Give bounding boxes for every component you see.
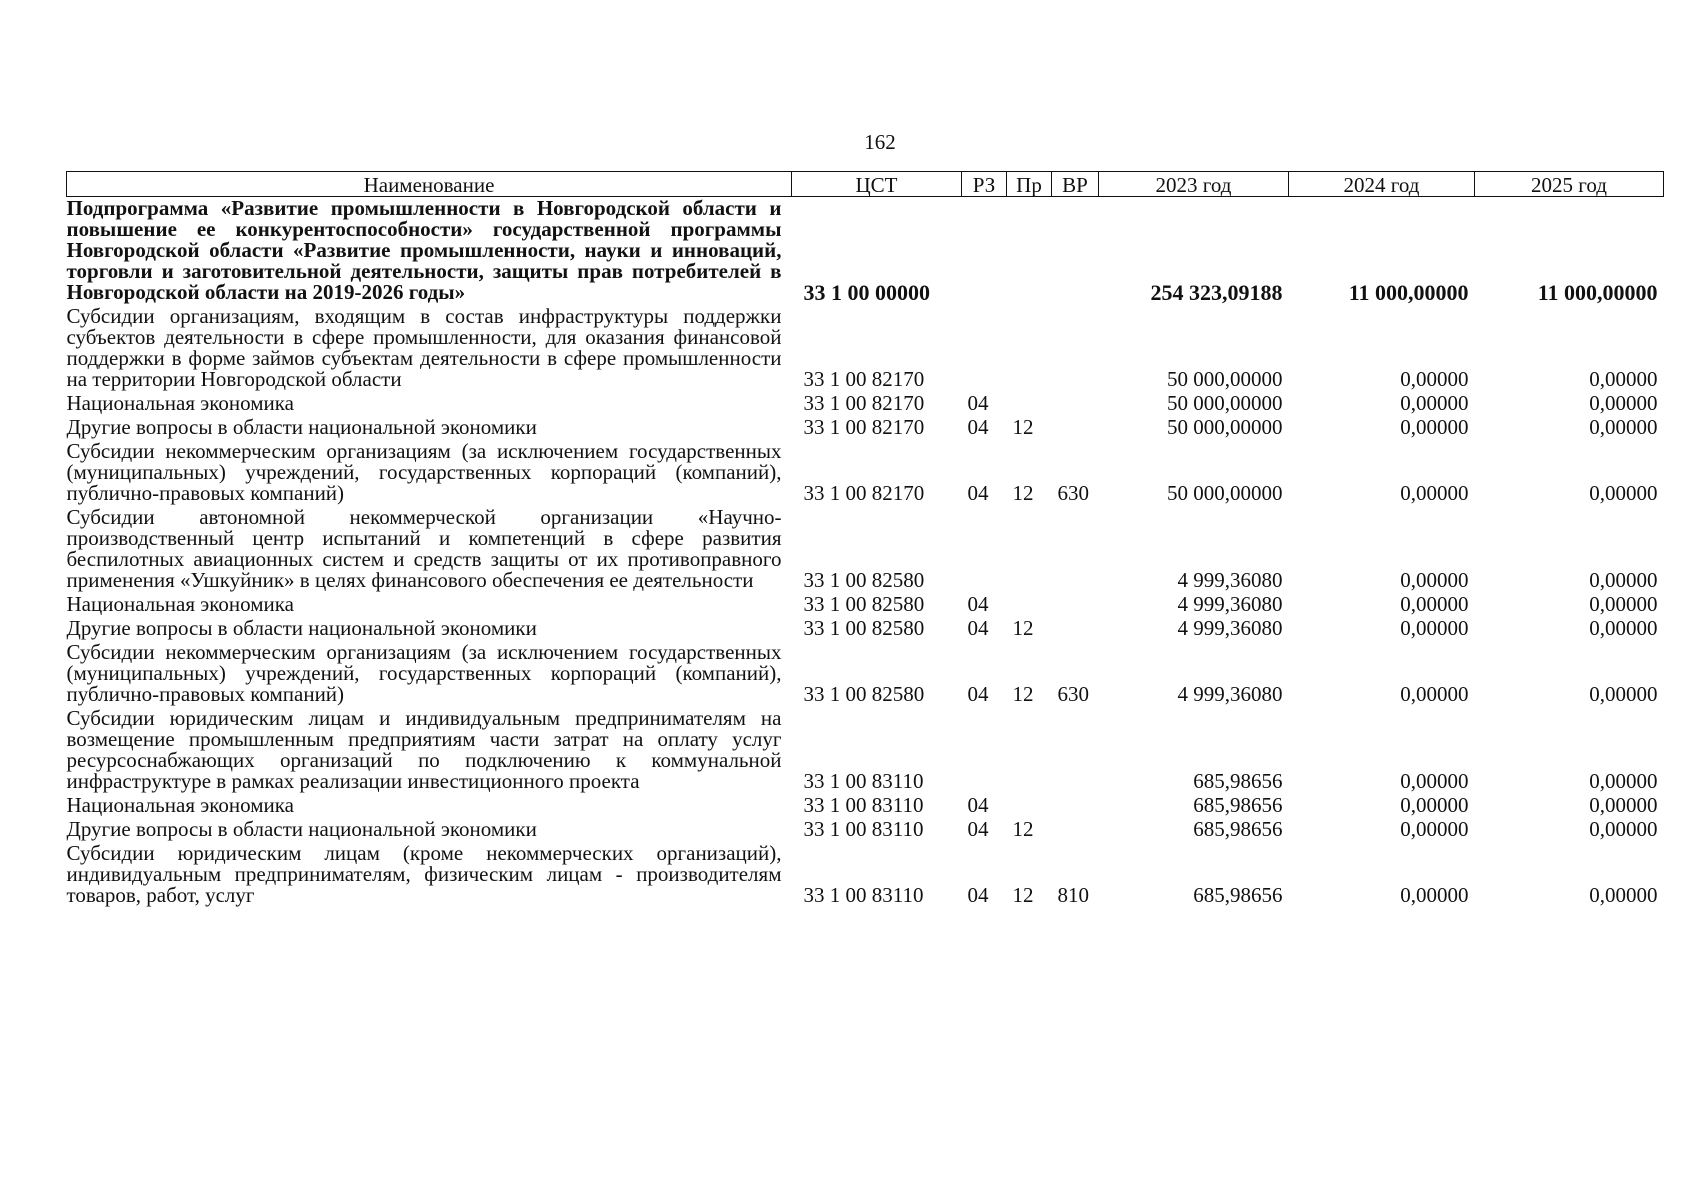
cell-y2023: 4 999,36080 [1177,592,1283,616]
cell-cst: 33 1 00 82170 [803,367,925,391]
cell-name: Субсидии юридическим лицам и индивидуальным предпринимателям на возмещение промышленным предприятиям части затрат на оплату услуг ресурсоснабжающих организаций по подключению к коммунальной инфраструктуре в рамках реализации инвестиционного проекта [66,706,782,793]
cell-cst: 33 1 00 82580 [803,616,925,640]
header-pr: Пр [1007,172,1052,197]
cell-rz: 04 [967,481,989,505]
cell-y2023: 685,98656 [1193,817,1283,841]
cell-y2024: 0,00000 [1400,481,1469,505]
cell-cst: 33 1 00 82580 [803,568,925,592]
table-row [67,392,1664,416]
cell-y2023: 50 000,00000 [1167,415,1283,439]
cell-name: Подпрограмма «Развитие промышленности в Новгородской области и повышение ее конкурентоспособности» государственной программы Новгородской области «Развитие промышленности, науки и инноваций, торговли и заготовительной деятельности, защиты прав потребителей в Новгородской области на 2019-2026 годы» [66,196,782,304]
cell-name: Субсидии юридическим лицам (кроме некоммерческих организаций), индивидуальным предпринимателям, физическим лицам - производителям товаров, работ, услуг [66,841,782,907]
cell-y2024: 0,00000 [1400,793,1469,817]
cell-cst: 33 1 00 82170 [803,481,925,505]
cell-name: Другие вопросы в области национальной экономики [66,415,537,439]
cell-y2023: 254 323,09188 [1150,280,1283,305]
cell-y2025: 0,00000 [1589,769,1658,793]
cell-y2024: 0,00000 [1400,682,1469,706]
cell-y2025: 0,00000 [1589,817,1658,841]
cell-name: Субсидии организациям, входящим в состав инфраструктуры поддержки субъектов деятельности в сфере промышленности, для оказания финансовой поддержки в форме займов субъектам деятельности в сфере промышленности на территории Новгородской области [66,304,782,391]
cell-y2025: 0,00000 [1589,367,1658,391]
header-row [67,172,1664,197]
cell-pr: 12 [1012,817,1034,841]
cell-vr [1052,794,1099,818]
table-row [67,305,1664,392]
cell-rz: 04 [967,793,989,817]
cell-y2024: 0,00000 [1400,592,1469,616]
cell-rz [962,197,1007,306]
cell-name: Субсидии некоммерческим организациям (за исключением государственных (муниципальных) учреждений, государственных корпораций (компаний), публично-правовых компаний) [66,439,782,505]
cell-y2023: 685,98656 [1193,769,1283,793]
cell-name: Субсидии автономной некоммерческой организации «Научно-производственный центр испытаний и компетенций в сфере развития беспилотных авиационных систем и средств защиты от их противоправного применения «Ушкуйник» в целях финансового обеспечения ее деятельности [66,505,782,592]
cell-y2025: 11 000,00000 [1537,280,1658,305]
cell-name: Национальная экономика [66,793,294,817]
cell-y2023: 4 999,36080 [1177,616,1283,640]
cell-name: Другие вопросы в области национальной экономики [66,616,537,640]
cell-cst: 33 1 00 82170 [803,415,925,439]
cell-pr [1007,506,1052,593]
cell-vr: 810 [1057,883,1089,907]
cell-pr: 12 [1012,883,1034,907]
cell-y2024: 0,00000 [1400,883,1469,907]
table-row [67,818,1664,842]
cell-rz: 04 [967,391,989,415]
table-row [67,416,1664,440]
cell-pr [1007,197,1052,306]
cell-rz: 04 [967,592,989,616]
cell-vr [1052,416,1099,440]
cell-y2024: 0,00000 [1400,616,1469,640]
cell-y2023: 50 000,00000 [1167,367,1283,391]
cell-vr [1052,392,1099,416]
cell-y2023: 4 999,36080 [1177,682,1283,706]
cell-pr: 12 [1012,481,1034,505]
table-row [67,506,1664,593]
cell-rz: 04 [967,682,989,706]
cell-rz: 04 [967,616,989,640]
cell-pr [1007,305,1052,392]
table-row [67,440,1664,506]
cell-cst: 33 1 00 82170 [803,391,925,415]
cell-vr [1052,305,1099,392]
cell-name: Национальная экономика [66,592,294,616]
cell-y2025: 0,00000 [1589,682,1658,706]
cell-rz: 04 [967,883,989,907]
cell-y2023: 4 999,36080 [1177,568,1283,592]
table-row [67,641,1664,707]
cell-y2025: 0,00000 [1589,616,1658,640]
cell-y2025: 0,00000 [1589,481,1658,505]
cell-rz [962,506,1007,593]
table-header [67,172,1664,197]
cell-y2023: 50 000,00000 [1167,391,1283,415]
cell-vr: 630 [1057,682,1089,706]
cell-y2024: 0,00000 [1400,415,1469,439]
cell-vr: 630 [1057,481,1089,505]
header-name: Наименование [67,172,792,197]
cell-pr [1007,707,1052,794]
cell-pr: 12 [1012,616,1034,640]
header-rz: РЗ [962,172,1007,197]
table-row [67,593,1664,617]
cell-rz [962,305,1007,392]
cell-y2024: 0,00000 [1400,568,1469,592]
table-body [67,197,1664,909]
cell-cst: 33 1 00 82580 [803,682,925,706]
cell-y2025: 0,00000 [1589,391,1658,415]
page-number: 162 [864,130,896,154]
table-row [67,197,1664,306]
cell-y2025: 0,00000 [1589,592,1658,616]
cell-pr [1007,794,1052,818]
cell-pr: 12 [1012,682,1034,706]
header-vr: ВР [1052,172,1099,197]
header-2024: 2024 год [1289,172,1475,197]
cell-vr [1052,506,1099,593]
cell-pr [1007,593,1052,617]
cell-y2024: 0,00000 [1400,769,1469,793]
cell-rz: 04 [967,817,989,841]
cell-cst: 33 1 00 83110 [803,883,924,907]
cell-y2024: 0,00000 [1400,817,1469,841]
cell-vr [1052,818,1099,842]
cell-y2023: 50 000,00000 [1167,481,1283,505]
table-row [67,707,1664,794]
header-cst: ЦСТ [792,172,962,197]
cell-cst: 33 1 00 83110 [803,769,924,793]
cell-vr [1052,593,1099,617]
cell-pr: 12 [1012,415,1034,439]
table-row [67,842,1664,908]
cell-name: Другие вопросы в области национальной экономики [66,817,537,841]
cell-y2025: 0,00000 [1589,568,1658,592]
cell-cst: 33 1 00 00000 [803,280,930,305]
header-2023: 2023 год [1099,172,1289,197]
cell-vr [1052,707,1099,794]
cell-y2024: 0,00000 [1400,391,1469,415]
cell-rz [962,707,1007,794]
cell-y2025: 0,00000 [1589,415,1658,439]
cell-y2023: 685,98656 [1193,793,1283,817]
cell-y2025: 0,00000 [1589,793,1658,817]
budget-table [66,171,1664,908]
cell-rz: 04 [967,415,989,439]
cell-vr [1052,617,1099,641]
cell-y2024: 0,00000 [1400,367,1469,391]
cell-pr [1007,392,1052,416]
cell-y2023: 685,98656 [1193,883,1283,907]
cell-name: Национальная экономика [66,391,294,415]
cell-name: Субсидии некоммерческим организациям (за исключением государственных (муниципальных) учреждений, государственных корпораций (компаний), публично-правовых компаний) [66,640,782,706]
cell-cst: 33 1 00 82580 [803,592,925,616]
cell-vr [1052,197,1099,306]
cell-cst: 33 1 00 83110 [803,793,924,817]
cell-cst: 33 1 00 83110 [803,817,924,841]
table-row [67,794,1664,818]
table-row [67,617,1664,641]
cell-y2025: 0,00000 [1589,883,1658,907]
cell-y2024: 11 000,00000 [1348,280,1469,305]
header-2025: 2025 год [1475,172,1664,197]
